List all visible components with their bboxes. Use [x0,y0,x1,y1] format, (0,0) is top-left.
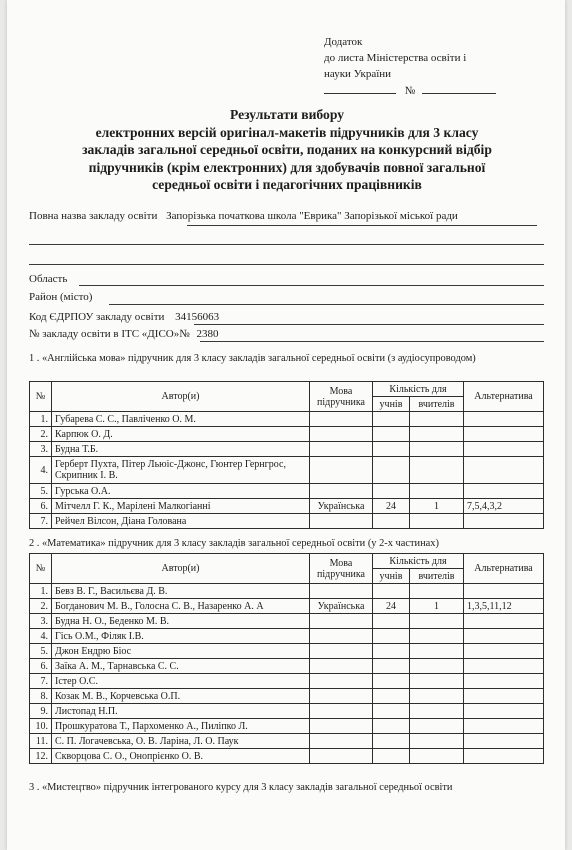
row-author: Герберт Пухта, Пітер Льюіс-Джонс, Гюнтер Гернгрос, Скрипник І. В. [52,457,310,484]
row-language: Українська [310,499,373,514]
annex-date-blank [324,82,396,94]
row-number: 5. [30,644,52,659]
edrpou-label: Код ЄДРПОУ закладу освіти [29,311,165,323]
table-row [30,412,544,427]
row-teachers [410,614,464,629]
row-alternative [464,659,544,674]
row-alternative [464,629,544,644]
row-author: Джон Ендрю Біос [52,644,310,659]
annex-line-2: до листа Міністерства освіти і [324,52,467,64]
title-line-2: електронних версій оригінал-макетів підручників для 3 класу [95,124,479,140]
blank-line-1 [29,244,544,245]
row-alternative [464,412,544,427]
row-alternative: 7,5,4,3,2 [464,499,544,514]
row-language [310,427,373,442]
row-author: Будна Т.Б. [52,442,310,457]
row-alternative [464,689,544,704]
row-number: 2. [30,599,52,614]
district-underline [109,304,544,305]
row-alternative [464,514,544,529]
row-students [373,584,410,599]
col-students-header: учнів [373,397,410,412]
annex-header [324,34,496,99]
row-teachers [410,689,464,704]
row-alternative [464,614,544,629]
annex-number-sign: № [404,85,416,97]
col-quantity-header: Кількість для [373,382,464,397]
row-author: Прошкуратова Т., Пархоменко А., Пиліпко Л. [52,719,310,734]
document-page [7,0,565,850]
row-number: 9. [30,704,52,719]
row-teachers [410,484,464,499]
row-students [373,719,410,734]
edrpou-field [29,311,219,323]
row-students: 24 [373,499,410,514]
table-row [30,659,544,674]
institution-value: Запорізька початкова школа "Еврика" Запорізької міської ради [166,210,458,222]
row-students [373,427,410,442]
row-students [373,614,410,629]
row-language [310,614,373,629]
blank-line-2 [29,264,544,265]
annex-number-line [324,82,496,99]
row-teachers: 1 [410,599,464,614]
district-label: Район (місто) [29,291,93,303]
col-author-header: Автор(и) [52,382,310,412]
annex-line-3: науки України [324,68,392,80]
its-value: 2380 [196,328,219,340]
row-alternative [464,749,544,764]
row-students [373,749,410,764]
annex-number-blank [422,82,496,94]
row-students [373,659,410,674]
row-alternative [464,584,544,599]
col-language-header: Мова підручника [310,382,373,412]
title-line-1: Результати вибору [229,107,345,122]
row-author: С. П. Логачевська, О. В. Ларіна, Л. О. Паук [52,734,310,749]
row-number: 12. [30,749,52,764]
row-alternative [464,719,544,734]
row-students [373,674,410,689]
row-number: 1. [30,412,52,427]
section-2-title: 2 . «Математика» підручник для 3 класу закладів загальної середньої освіти (у 2-х частинах) [29,538,439,549]
row-alternative [464,644,544,659]
row-author: Карпюк О. Д. [52,427,310,442]
row-language [310,659,373,674]
row-language [310,629,373,644]
row-alternative [464,427,544,442]
row-alternative [464,704,544,719]
row-author: Богданович М. В., Голосна С. В., Назаренко А. А [52,599,310,614]
row-students [373,644,410,659]
section-2-rows [30,584,544,764]
table-row [30,599,544,614]
row-number: 3. [30,442,52,457]
row-author: Заїка А. М., Тарнавська С. С. [52,659,310,674]
col-quantity-header: Кількість для [373,554,464,569]
row-students [373,689,410,704]
row-author: Козак М. В., Корчевська О.П. [52,689,310,704]
row-language [310,484,373,499]
row-language [310,584,373,599]
col-teachers-header: вчителів [410,397,464,412]
row-students [373,514,410,529]
table-row [30,484,544,499]
row-students [373,457,410,484]
table-row [30,442,544,457]
row-language [310,644,373,659]
section-2-table [29,553,544,764]
its-label: № закладу освіти в ІТС «ДІСО»№ [29,328,190,340]
edrpou-value: 34156063 [175,311,220,323]
section-1-rows [30,412,544,529]
table-row [30,719,544,734]
row-number: 1. [30,584,52,599]
row-students [373,442,410,457]
row-teachers [410,659,464,674]
row-author: Гурська О.А. [52,484,310,499]
row-number: 7. [30,514,52,529]
row-language [310,689,373,704]
row-number: 10. [30,719,52,734]
row-number: 4. [30,457,52,484]
table-row [30,584,544,599]
row-language [310,704,373,719]
row-students [373,734,410,749]
row-teachers [410,644,464,659]
row-teachers [410,412,464,427]
row-teachers [410,427,464,442]
row-teachers [410,704,464,719]
row-language [310,674,373,689]
region-field [29,273,67,285]
col-num-header: № [30,554,52,584]
table-row [30,499,544,514]
table-row [30,614,544,629]
its-field [29,328,219,340]
table-row [30,629,544,644]
row-author: Будна Н. О., Беденко М. В. [52,614,310,629]
row-teachers [410,674,464,689]
district-field [29,291,92,303]
table-row [30,457,544,484]
col-students-header: учнів [373,569,410,584]
row-teachers [410,629,464,644]
row-author: Губарева С. С., Павліченко О. М. [52,412,310,427]
edrpou-underline [194,324,544,325]
row-students [373,704,410,719]
row-language [310,734,373,749]
row-teachers [410,514,464,529]
row-number: 3. [30,614,52,629]
col-language-header: Мова підручника [310,554,373,584]
row-number: 4. [30,629,52,644]
row-teachers [410,734,464,749]
row-teachers [410,584,464,599]
col-alternative-header: Альтернатива [464,382,544,412]
table-row [30,427,544,442]
row-teachers: 1 [410,499,464,514]
institution-field [29,210,458,222]
row-alternative [464,734,544,749]
institution-label: Повна назва закладу освіти [29,210,158,222]
row-language [310,749,373,764]
row-language [310,457,373,484]
region-label: Область [29,273,68,285]
row-number: 7. [30,674,52,689]
row-number: 8. [30,689,52,704]
col-teachers-header: вчителів [410,569,464,584]
row-alternative: 1,3,5,11,12 [464,599,544,614]
row-language [310,442,373,457]
table-row [30,734,544,749]
table-row [30,674,544,689]
table-row [30,704,544,719]
annex-line-1: Додаток [324,36,363,48]
row-students [373,484,410,499]
section-3-title: 3 . «Мистецтво» підручник інтегрованого курсу для 3 класу закладів загальної середньої освіти [29,782,453,793]
institution-underline [187,225,537,226]
its-underline [200,341,544,342]
table-row [30,749,544,764]
row-number: 11. [30,734,52,749]
row-number: 6. [30,659,52,674]
row-author: Скворцова С. О., Онопрієнко О. В. [52,749,310,764]
row-students: 24 [373,599,410,614]
row-teachers [410,719,464,734]
section-1-table [29,381,544,529]
row-alternative [464,674,544,689]
row-alternative [464,442,544,457]
row-language [310,412,373,427]
title-line-4: підручників (крім електронних) для здобувачів повної загальної [88,159,486,175]
row-teachers [410,749,464,764]
title-line-5: середньої освіти і педагогічних працівників [152,177,422,193]
row-author: Листопад Н.П. [52,704,310,719]
row-author: Рейчел Вілсон, Діана Голована [52,514,310,529]
row-alternative [464,484,544,499]
row-alternative [464,457,544,484]
row-author: Гісь О.М., Філяк І.В. [52,629,310,644]
row-language [310,719,373,734]
row-teachers [410,442,464,457]
document-title [37,106,537,194]
col-alternative-header: Альтернатива [464,554,544,584]
row-author: Мітчелл Г. К., Марілені Малкогіанні [52,499,310,514]
row-author: Бевз В. Г., Васильєва Д. В. [52,584,310,599]
row-number: 6. [30,499,52,514]
row-language: Українська [310,599,373,614]
title-line-3: закладів загальної середньої освіти, поданих на конкурсний відбір [82,142,492,158]
col-author-header: Автор(и) [52,554,310,584]
row-number: 5. [30,484,52,499]
row-students [373,629,410,644]
row-language [310,514,373,529]
row-number: 2. [30,427,52,442]
row-author: Істер О.С. [52,674,310,689]
table-row [30,514,544,529]
row-teachers [410,457,464,484]
table-row [30,644,544,659]
region-underline [79,285,544,286]
col-num-header: № [30,382,52,412]
section-1-title: 1 . «Англійська мова» підручник для 3 класу закладів загальної середньої освіти (з аудіосупроводом) [29,353,476,364]
row-students [373,412,410,427]
table-row [30,689,544,704]
